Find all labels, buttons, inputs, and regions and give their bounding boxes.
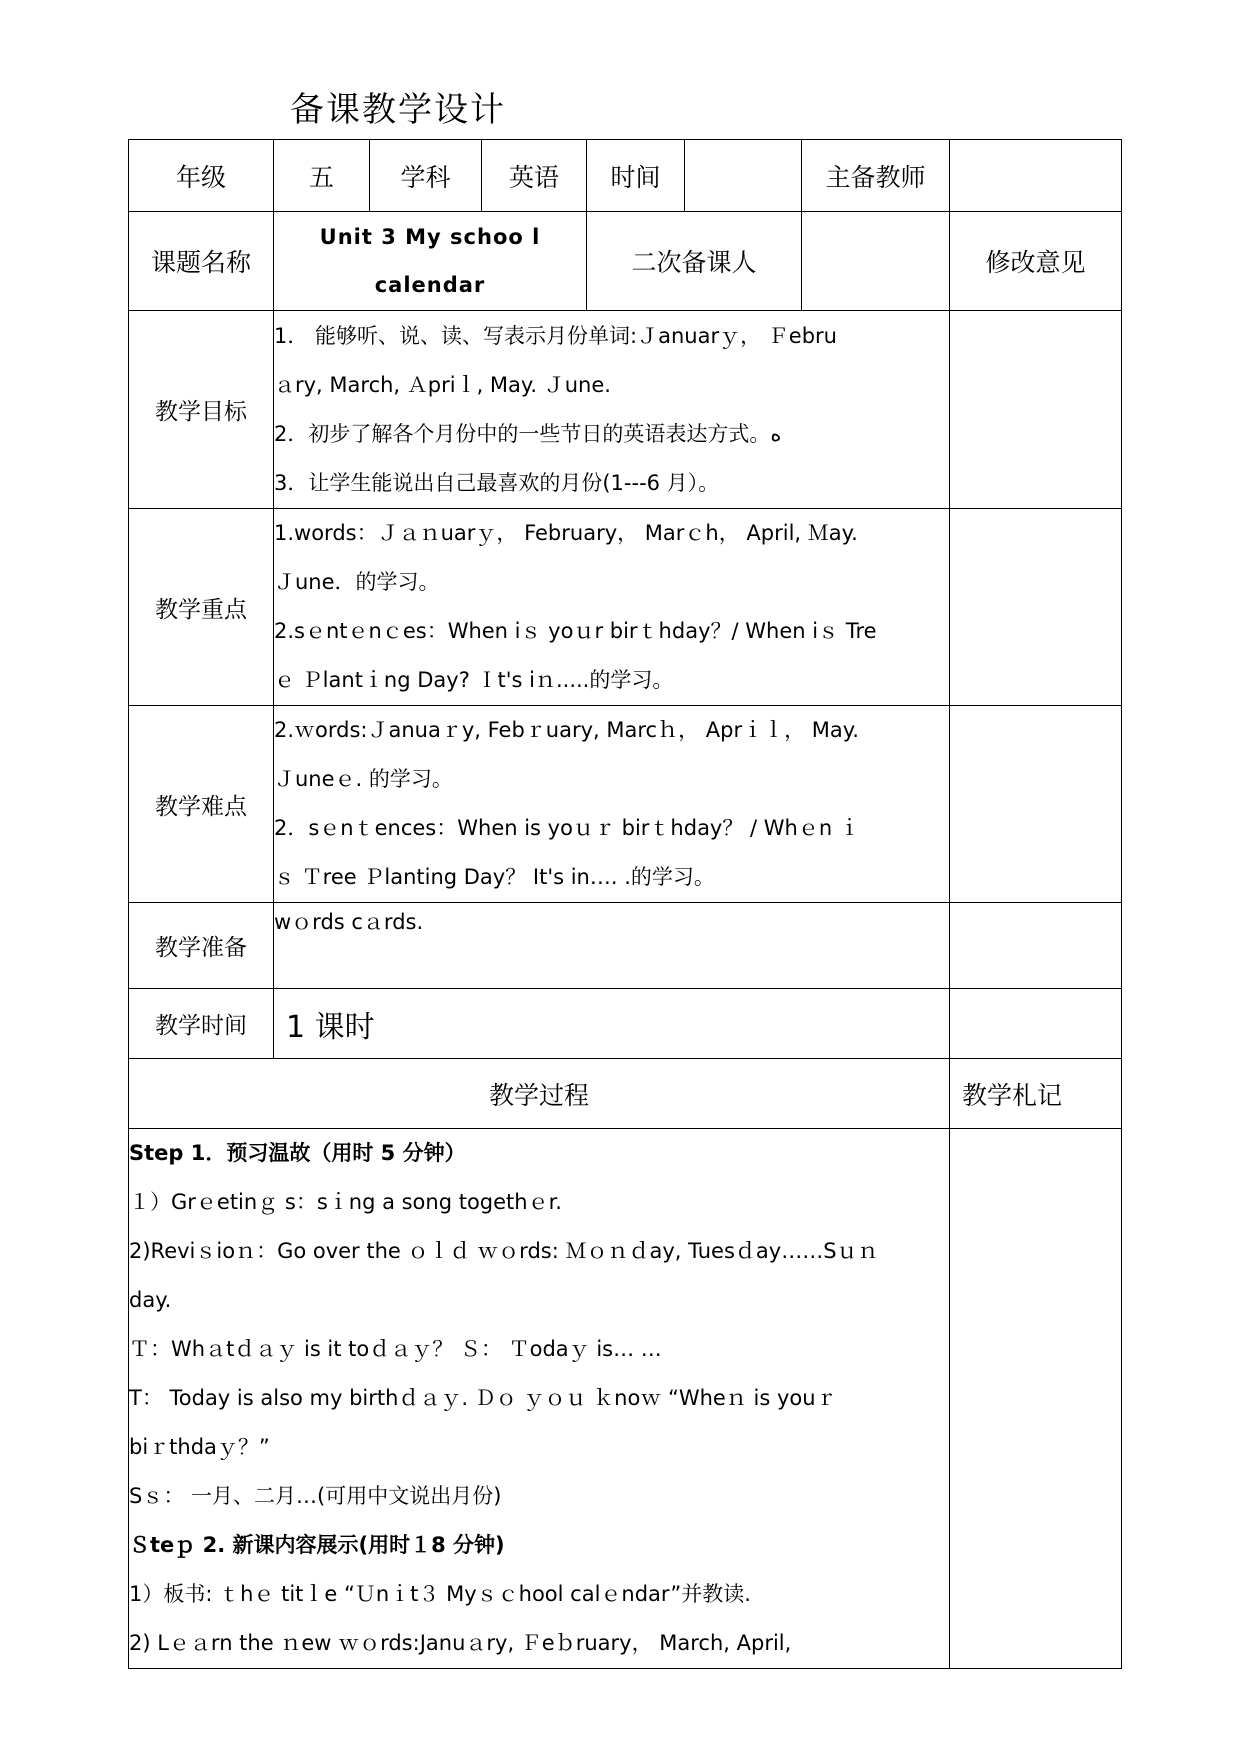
key-point-line: 2.sｅntｅnｃes：When iｓ yoｕr birｔhday？/ When iｓ Tre xyxy=(274,619,877,643)
time-label: 时间 xyxy=(587,140,685,212)
objective-line: ａry, March, Ａpriｌ, May. Ｊune. xyxy=(274,372,611,397)
difficulties-row xyxy=(129,706,1122,903)
step-heading: Step 1．预习温故（用时 5 分钟） xyxy=(129,1141,466,1165)
process-line: １）Grｅetinｇ s：sｉng a song togethｅr. xyxy=(129,1190,562,1214)
process-line: 2)Reviｓioｎ：Go over the ｏｌｄ ｗｏrds: Ｍｏｎｄay, Tuesｄay……Sｕｎ xyxy=(129,1239,879,1263)
topic-value xyxy=(274,212,587,311)
preparation-notes xyxy=(950,903,1122,989)
lead-teacher-value xyxy=(950,140,1122,212)
process-notes xyxy=(950,1129,1122,1669)
duration-label: 教学时间 xyxy=(129,989,274,1059)
process-heading-row xyxy=(129,1059,1122,1129)
objective-line: 3．让学生能说出自己最喜欢的月份(1---6 月）。 xyxy=(274,470,720,495)
header-row xyxy=(129,140,1122,212)
preparation-label: 教学准备 xyxy=(129,903,274,989)
key-point-line: ｅ Ｐlantｉng Day? Ｉt's iｎ.....的学习。 xyxy=(274,668,674,692)
key-points-label: 教学重点 xyxy=(129,509,274,706)
duration-value: 1 课时 xyxy=(274,989,950,1059)
grade-label: 年级 xyxy=(129,140,274,212)
step-heading: Ｓteｐ 2. 新课内容展示(用时１8 分钟) xyxy=(129,1533,505,1557)
difficulty-line: 2．sｅnｔences：When is yoｕｒ birｔhday？ / Whｅn ｉ xyxy=(274,816,860,840)
process-line: T： Today is also my birthｄａｙ. Ｄｏ ｙｏｕ ｋnoｗ “Wheｎ is youｒ xyxy=(129,1386,837,1410)
subject-value: 英语 xyxy=(482,140,587,212)
duration-row xyxy=(129,989,1122,1059)
objectives-row xyxy=(129,311,1122,509)
difficulties-notes xyxy=(950,706,1122,903)
preparation-content: wｏrds cａrds. xyxy=(274,903,950,989)
key-points-content xyxy=(274,509,950,706)
topic-row xyxy=(129,212,1122,311)
key-point-line: Ｊune．的学习。 xyxy=(274,570,440,594)
subject-label: 学科 xyxy=(370,140,482,212)
key-point-line: 1.words：Ｊａｎuarｙ， February， Marｃh， April, Ｍay. xyxy=(274,521,858,545)
objectives-notes xyxy=(950,311,1122,509)
duration-notes xyxy=(950,989,1122,1059)
process-line: Ｔ：Whａtｄａｙ is it toｄａｙ？ Ｓ： Ｔodaｙ is… … xyxy=(129,1337,662,1361)
difficulty-line: Ｊuneｅ. 的学习。 xyxy=(274,767,453,791)
second-preparer-label: 二次备课人 xyxy=(587,212,802,311)
topic-line-2: calendar xyxy=(374,273,486,297)
page-title: 备课教学设计 xyxy=(290,90,506,130)
difficulties-label: 教学难点 xyxy=(129,706,274,903)
objectives-content xyxy=(274,311,950,509)
objective-line: 1． 能够听、说、读、写表示月份单词:Ｊanuarｙ， Ｆebru xyxy=(274,323,837,348)
process-row xyxy=(129,1129,1122,1669)
difficulties-content xyxy=(274,706,950,903)
notes-label: 教学札记 xyxy=(950,1059,1122,1129)
process-line: biｒthdaｙ？” xyxy=(129,1435,270,1459)
process-line: Sｓ： 一月、二月…(可用中文说出月份) xyxy=(129,1484,502,1508)
process-line: day. xyxy=(129,1288,172,1312)
difficulty-line: ｓ Ｔree Ｐlanting Day？ It's in…. .的学习。 xyxy=(274,865,715,889)
objectives-label: 教学目标 xyxy=(129,311,274,509)
topic-line-1: Unit 3 My schoo l xyxy=(319,225,541,249)
time-value xyxy=(685,140,802,212)
process-label: 教学过程 xyxy=(129,1059,950,1129)
process-line: 1）板书: ｔhｅ titｌe “Ｕnｉt３ Myｓｃhool calｅndar”并教读. xyxy=(129,1582,751,1606)
lead-teacher-label: 主备教师 xyxy=(802,140,950,212)
process-line: 2) Lｅａrn the ｎew ｗｏrds:Januａry, Ｆeｂruary， March, April, xyxy=(129,1631,792,1655)
objective-line: 2．初步了解各个月份中的一些节日的英语表达方式。ﻩ xyxy=(274,421,782,446)
preparation-row xyxy=(129,903,1122,989)
process-content xyxy=(129,1129,950,1669)
lesson-plan-table xyxy=(128,139,1122,1669)
second-preparer-value xyxy=(802,212,950,311)
key-points-notes xyxy=(950,509,1122,706)
grade-value: 五 xyxy=(274,140,370,212)
difficulty-line: 2.ｗords:Ｊanuaｒy, Febｒuary, Marcｈ， Aprｉｌ， May. xyxy=(274,718,859,742)
revision-label: 修改意见 xyxy=(950,212,1122,311)
topic-label: 课题名称 xyxy=(129,212,274,311)
key-points-row xyxy=(129,509,1122,706)
